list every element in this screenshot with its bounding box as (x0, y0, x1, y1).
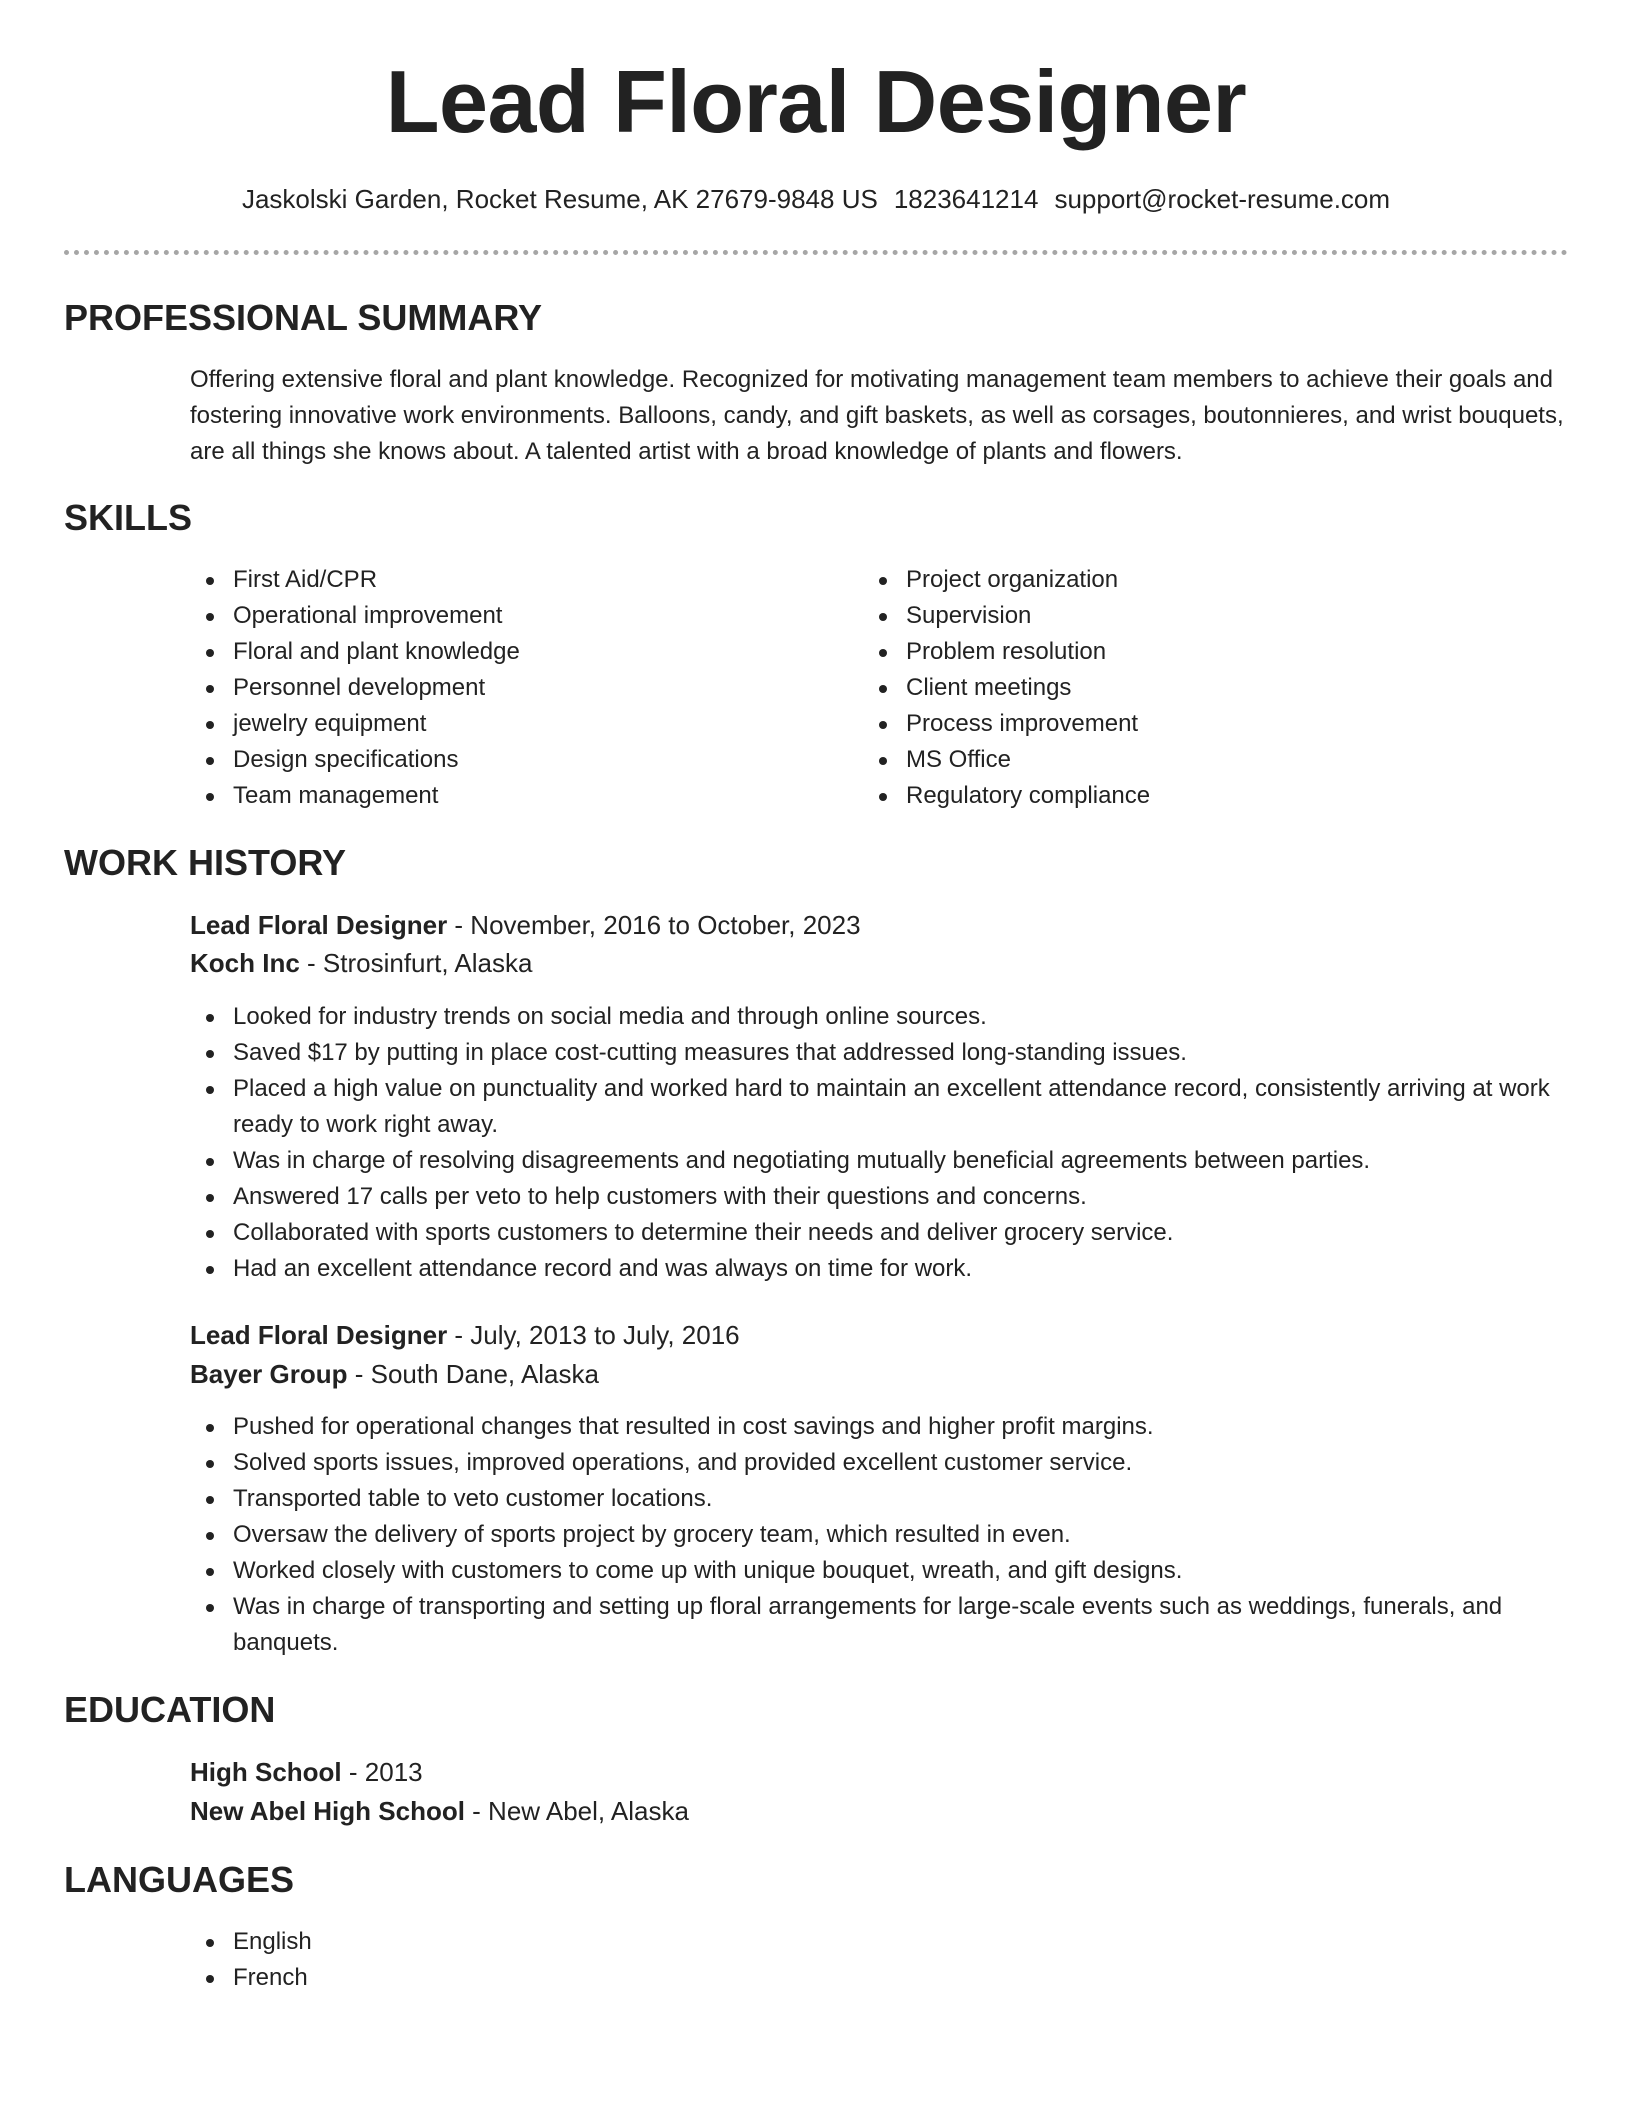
skill-item: Operational improvement (190, 598, 810, 634)
education-degree-line (190, 1753, 423, 1791)
job-company: Bayer Group (190, 1359, 348, 1389)
skills-heading: SKILLS (64, 497, 193, 538)
contact-line (0, 183, 1632, 215)
skill-item: Client meetings (863, 670, 1483, 706)
skill-item: Regulatory compliance (863, 778, 1483, 814)
job-title-line (190, 906, 861, 944)
job-company-line (190, 1355, 599, 1393)
languages-heading: LANGUAGES (64, 1859, 295, 1900)
job-dates: - November, 2016 to October, 2023 (447, 910, 861, 940)
job-title: Lead Floral Designer (190, 910, 448, 940)
job-title-line (190, 1316, 740, 1354)
job-company: Koch Inc (190, 948, 300, 978)
summary-heading: PROFESSIONAL SUMMARY (64, 297, 543, 338)
contact-email: support@rocket-resume.com (1054, 184, 1391, 214)
skill-item: MS Office (863, 742, 1483, 778)
languages-list (190, 1924, 790, 1996)
skill-item: Floral and plant knowledge (190, 634, 810, 670)
job-bullet: Transported table to veto customer locations. (190, 1481, 1568, 1517)
job-bullet: Was in charge of transporting and setting up floral arrangements for large-scale events such as weddings, funerals, and banquets. (190, 1589, 1568, 1661)
header-divider (64, 250, 1568, 255)
job-title: Lead Floral Designer (190, 1320, 448, 1350)
job-bullet: Collaborated with sports customers to determine their needs and deliver grocery service. (190, 1215, 1568, 1251)
skills-list-right (863, 562, 1483, 814)
job-location: - Strosinfurt, Alaska (299, 948, 533, 978)
skills-list-left (190, 562, 810, 814)
job-bullet: Pushed for operational changes that resulted in cost savings and higher profit margins. (190, 1409, 1568, 1445)
skill-item: Team management (190, 778, 810, 814)
job-bullet: Worked closely with customers to come up with unique bouquet, wreath, and gift designs. (190, 1553, 1568, 1589)
skill-item: Project organization (863, 562, 1483, 598)
education-location: - New Abel, Alaska (464, 1796, 689, 1826)
job-bullet: Solved sports issues, improved operations, and provided excellent customer service. (190, 1445, 1568, 1481)
job-bullets (190, 999, 1568, 1287)
job-location: - South Dane, Alaska (347, 1359, 599, 1389)
job-bullet: Answered 17 calls per veto to help customers with their questions and concerns. (190, 1179, 1568, 1215)
job-bullet: Had an excellent attendance record and was always on time for work. (190, 1251, 1568, 1287)
skill-item: jewelry equipment (190, 706, 810, 742)
summary-text: Offering extensive floral and plant knowledge. Recognized for motivating management team members to achieve their goals and fostering innovative work environments. Balloons, candy, and gift baskets, as well as corsages, boutonnieres, and wrist bouquets, are all things she knows about. A talented artist with a broad knowledge of plants and flowers. (190, 366, 1564, 465)
contact-address: Jaskolski Garden, Rocket Resume, AK 27679-9848 US (241, 184, 878, 214)
skill-item: Design specifications (190, 742, 810, 778)
work-heading: WORK HISTORY (64, 842, 347, 883)
skill-item: Problem resolution (863, 634, 1483, 670)
education-year: - 2013 (341, 1757, 423, 1787)
job-bullets (190, 1409, 1568, 1661)
job-bullet: Looked for industry trends on social media and through online sources. (190, 999, 1568, 1035)
job-bullet: Was in charge of resolving disagreements and negotiating mutually beneficial agreements between parties. (190, 1143, 1568, 1179)
education-school-line (190, 1792, 689, 1830)
language-item: French (190, 1960, 790, 1996)
education-degree: High School (190, 1757, 342, 1787)
job-bullet: Placed a high value on punctuality and worked hard to maintain an excellent attendance record, consistently arriving at work ready to work right away. (190, 1071, 1568, 1143)
job-bullet: Oversaw the delivery of sports project by grocery team, which resulted in even. (190, 1517, 1568, 1553)
skill-item: Personnel development (190, 670, 810, 706)
skill-item: Supervision (863, 598, 1483, 634)
resume-name: Lead Floral Designer (385, 52, 1247, 151)
job-bullet: Saved $17 by putting in place cost-cutting measures that addressed long-standing issues. (190, 1035, 1568, 1071)
job-company-line (190, 944, 532, 982)
skill-item: First Aid/CPR (190, 562, 810, 598)
language-item: English (190, 1924, 790, 1960)
job-dates: - July, 2013 to July, 2016 (447, 1320, 740, 1350)
skill-item: Process improvement (863, 706, 1483, 742)
education-school: New Abel High School (190, 1796, 465, 1826)
contact-phone: 1823641214 (893, 184, 1039, 214)
education-heading: EDUCATION (64, 1689, 276, 1730)
